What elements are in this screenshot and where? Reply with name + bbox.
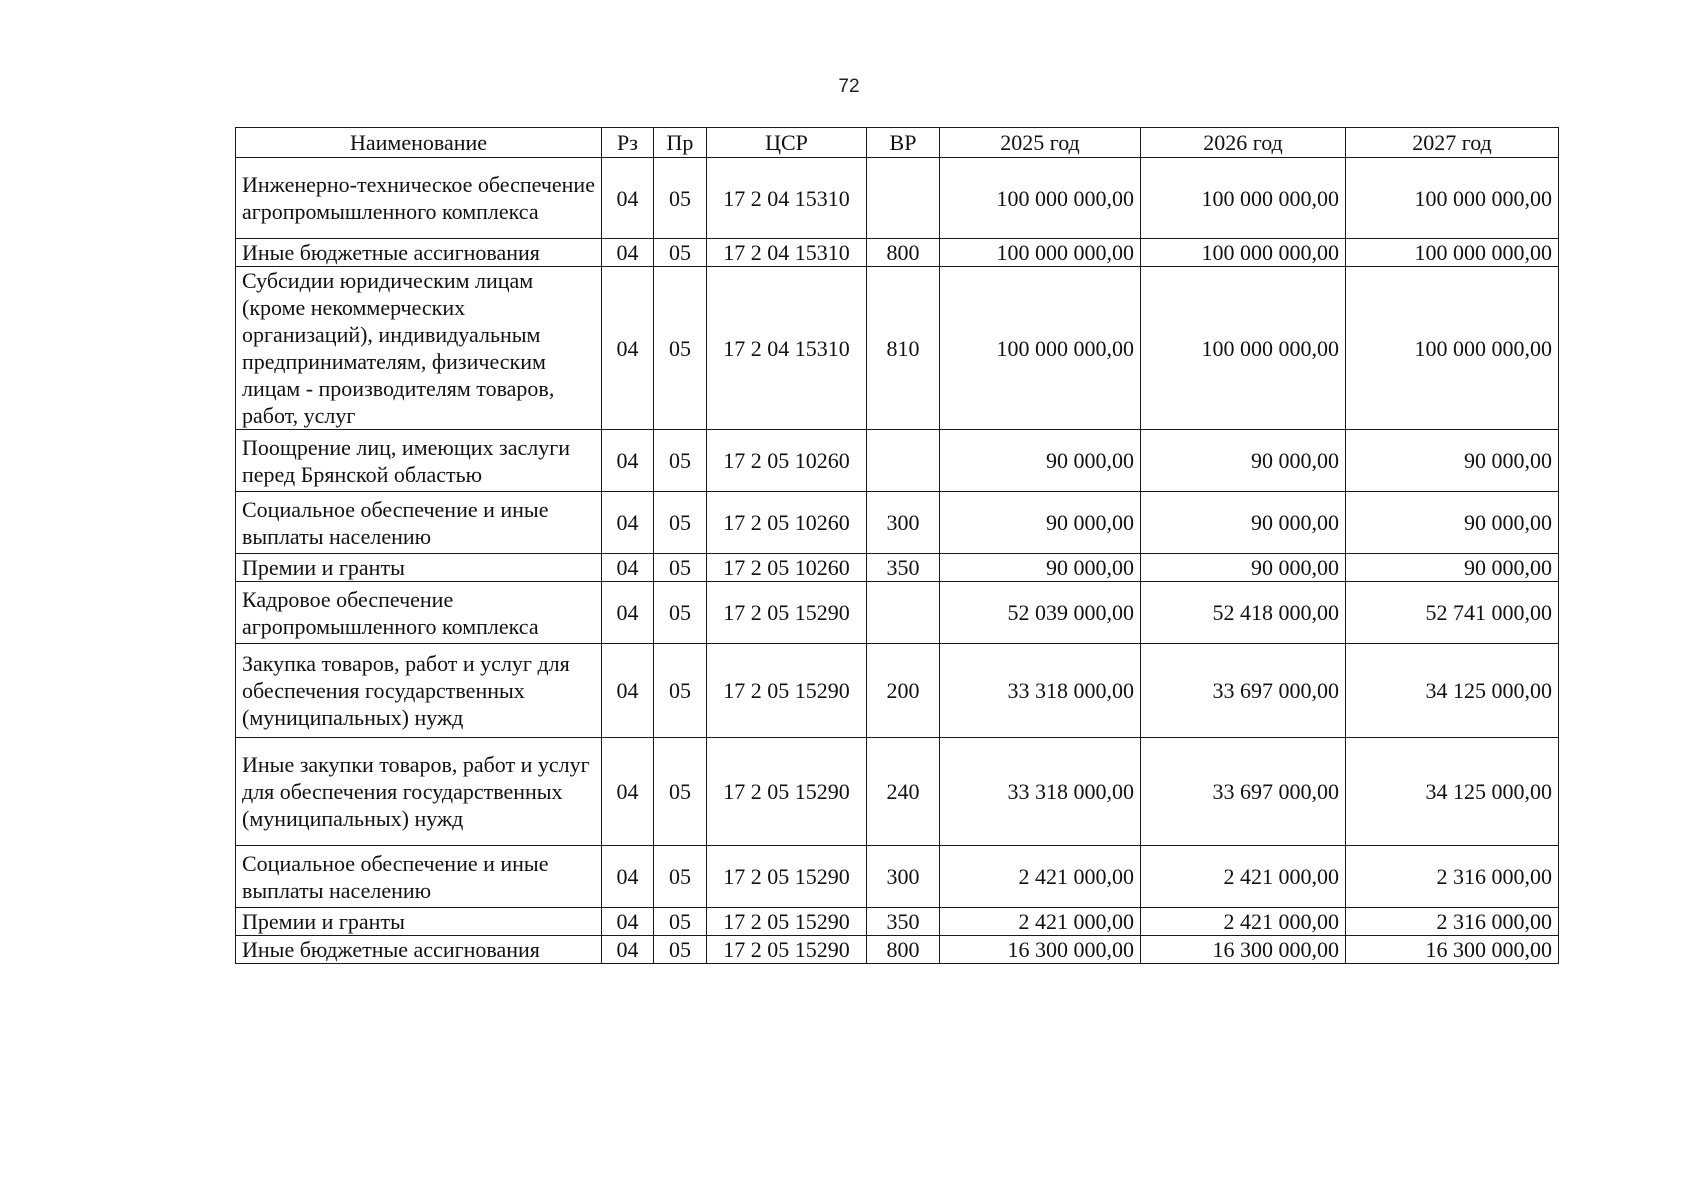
row-csr: 17 2 04 15310 [707, 267, 867, 430]
row-name: Социальное обеспечение и иные выплаты населению [236, 492, 602, 554]
row-rz: 04 [602, 936, 654, 964]
row-vr [867, 158, 940, 239]
row-vr [867, 582, 940, 644]
budget-table [235, 127, 1559, 964]
row-2025: 2 421 000,00 [940, 846, 1141, 908]
table-row [236, 738, 1559, 846]
page-number: 72 [838, 76, 860, 97]
row-vr: 800 [867, 936, 940, 964]
row-name: Поощрение лиц, имеющих заслуги перед Брянской областью [236, 430, 602, 492]
row-2026: 90 000,00 [1141, 430, 1346, 492]
row-2026: 90 000,00 [1141, 492, 1346, 554]
row-pr: 05 [654, 267, 707, 430]
table-row [236, 936, 1559, 964]
row-vr: 800 [867, 239, 940, 267]
row-2025: 52 039 000,00 [940, 582, 1141, 644]
table-row [236, 644, 1559, 738]
row-2027: 2 316 000,00 [1346, 908, 1559, 936]
row-csr: 17 2 05 15290 [707, 644, 867, 738]
row-vr: 350 [867, 554, 940, 582]
row-pr: 05 [654, 430, 707, 492]
table-row [236, 239, 1559, 267]
row-2025: 100 000 000,00 [940, 267, 1141, 430]
header-vr: ВР [867, 128, 940, 158]
row-name: Закупка товаров, работ и услуг для обеспечения государственных (муниципальных) нужд [236, 644, 602, 738]
row-2027: 90 000,00 [1346, 554, 1559, 582]
row-rz: 04 [602, 158, 654, 239]
row-2027: 100 000 000,00 [1346, 239, 1559, 267]
row-2026: 16 300 000,00 [1141, 936, 1346, 964]
row-2027: 34 125 000,00 [1346, 738, 1559, 846]
table-row [236, 430, 1559, 492]
row-csr: 17 2 05 10260 [707, 430, 867, 492]
row-pr: 05 [654, 644, 707, 738]
row-name: Субсидии юридическим лицам (кроме некоммерческих организаций), индивидуальным предпринимателям, физическим лицам - производителям товаров, работ, услуг [236, 267, 602, 430]
row-vr: 810 [867, 267, 940, 430]
row-2027: 90 000,00 [1346, 492, 1559, 554]
row-csr: 17 2 05 15290 [707, 738, 867, 846]
row-rz: 04 [602, 644, 654, 738]
row-pr: 05 [654, 846, 707, 908]
row-2026: 52 418 000,00 [1141, 582, 1346, 644]
row-2025: 100 000 000,00 [940, 239, 1141, 267]
row-rz: 04 [602, 846, 654, 908]
row-name: Социальное обеспечение и иные выплаты населению [236, 846, 602, 908]
row-rz: 04 [602, 554, 654, 582]
row-2026: 100 000 000,00 [1141, 267, 1346, 430]
row-rz: 04 [602, 582, 654, 644]
row-2026: 2 421 000,00 [1141, 846, 1346, 908]
header-pr: Пр [654, 128, 707, 158]
table-header-row [236, 128, 1559, 158]
row-name: Премии и гранты [236, 908, 602, 936]
row-2027: 2 316 000,00 [1346, 846, 1559, 908]
row-2025: 90 000,00 [940, 554, 1141, 582]
row-rz: 04 [602, 908, 654, 936]
row-2026: 33 697 000,00 [1141, 738, 1346, 846]
row-csr: 17 2 04 15310 [707, 158, 867, 239]
table-row [236, 908, 1559, 936]
row-name: Кадровое обеспечение агропромышленного комплекса [236, 582, 602, 644]
row-rz: 04 [602, 738, 654, 846]
row-name: Иные бюджетные ассигнования [236, 936, 602, 964]
row-2026: 90 000,00 [1141, 554, 1346, 582]
table-row [236, 158, 1559, 239]
row-name: Иные закупки товаров, работ и услуг для обеспечения государственных (муниципальных) нужд [236, 738, 602, 846]
header-2027: 2027 год [1346, 128, 1559, 158]
row-2025: 90 000,00 [940, 492, 1141, 554]
row-2027: 16 300 000,00 [1346, 936, 1559, 964]
table-row [236, 492, 1559, 554]
row-rz: 04 [602, 430, 654, 492]
header-rz: Рз [602, 128, 654, 158]
row-pr: 05 [654, 738, 707, 846]
row-rz: 04 [602, 239, 654, 267]
row-pr: 05 [654, 582, 707, 644]
row-csr: 17 2 05 15290 [707, 582, 867, 644]
row-2025: 100 000 000,00 [940, 158, 1141, 239]
row-2026: 100 000 000,00 [1141, 239, 1346, 267]
row-pr: 05 [654, 492, 707, 554]
row-2027: 90 000,00 [1346, 430, 1559, 492]
row-vr: 350 [867, 908, 940, 936]
row-csr: 17 2 05 15290 [707, 936, 867, 964]
row-pr: 05 [654, 908, 707, 936]
row-2026: 2 421 000,00 [1141, 908, 1346, 936]
row-pr: 05 [654, 554, 707, 582]
row-pr: 05 [654, 239, 707, 267]
row-2026: 33 697 000,00 [1141, 644, 1346, 738]
row-pr: 05 [654, 158, 707, 239]
row-vr: 300 [867, 846, 940, 908]
row-2025: 2 421 000,00 [940, 908, 1141, 936]
header-name: Наименование [236, 128, 602, 158]
row-name: Премии и гранты [236, 554, 602, 582]
row-rz: 04 [602, 492, 654, 554]
row-csr: 17 2 05 10260 [707, 554, 867, 582]
row-rz: 04 [602, 267, 654, 430]
row-2025: 16 300 000,00 [940, 936, 1141, 964]
row-2025: 33 318 000,00 [940, 738, 1141, 846]
row-2027: 100 000 000,00 [1346, 267, 1559, 430]
row-2027: 34 125 000,00 [1346, 644, 1559, 738]
row-vr: 200 [867, 644, 940, 738]
row-vr: 240 [867, 738, 940, 846]
table-row [236, 554, 1559, 582]
header-csr: ЦСР [707, 128, 867, 158]
row-2025: 90 000,00 [940, 430, 1141, 492]
table-row [236, 582, 1559, 644]
row-2027: 100 000 000,00 [1346, 158, 1559, 239]
table-row [236, 846, 1559, 908]
row-2026: 100 000 000,00 [1141, 158, 1346, 239]
row-csr: 17 2 05 15290 [707, 846, 867, 908]
row-2027: 52 741 000,00 [1346, 582, 1559, 644]
row-csr: 17 2 05 15290 [707, 908, 867, 936]
table-row [236, 267, 1559, 430]
header-2025: 2025 год [940, 128, 1141, 158]
row-name: Инженерно-техническое обеспечение агропромышленного комплекса [236, 158, 602, 239]
header-2026: 2026 год [1141, 128, 1346, 158]
row-vr [867, 430, 940, 492]
row-vr: 300 [867, 492, 940, 554]
row-2025: 33 318 000,00 [940, 644, 1141, 738]
row-name: Иные бюджетные ассигнования [236, 239, 602, 267]
row-pr: 05 [654, 936, 707, 964]
row-csr: 17 2 05 10260 [707, 492, 867, 554]
row-csr: 17 2 04 15310 [707, 239, 867, 267]
